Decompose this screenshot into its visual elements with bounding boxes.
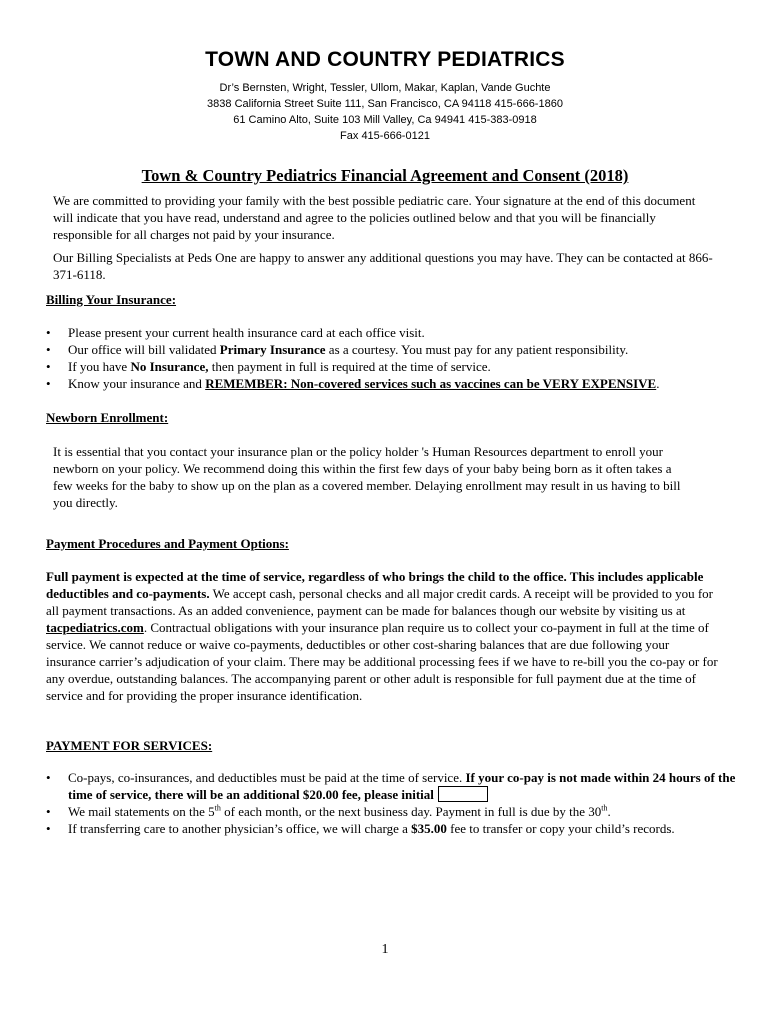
payment-procedures-paragraph: Full payment is expected at the time of service, regardless of who brings the child to the office. This includes applicable deductibles and co-payments. We accept cash, personal checks and all major credit cards. A receipt will be provided to you for all payment transactions. As an added convenience, payment can be made for balances though our website by visiting us at tacpediatrics.com. Contractual obligations with your insurance plan require us to collect your co-payment in full at the time of service. We cannot reduce or waive co-payments, deductibles or other cost-sharing balances that are due following your insurance carrier’s adjudication of your claim. There may be additional processing fees if we have to re-bill you the co-pay or for any overdue, outstanding balances. The accompanying parent or other adult is responsible for full payment due at the time of service and for providing the proper insurance identification. [46,569,718,703]
billing-contact-paragraph: Our Billing Specialists at Peds One are happy to answer any additional questions you may have. They can be contacted at 866-371-6118. [53,250,713,282]
billing-list [46,324,746,392]
billing-heading: Billing Your Insurance: [46,292,177,307]
list-item: • If you have No Insurance, then payment in full is required at the time of service. [46,358,746,375]
payment-services-list [46,769,741,837]
newborn-paragraph: It is essential that you contact your insurance plan or the policy holder 's Human Resources department to enroll your newborn on your policy. We recommend doing this within the first few days of your baby being born as it often takes a few weeks for the baby to show up on the plan as a covered member. Delaying enrollment may result in us having to bill you directly. [53,444,681,510]
address-mill-valley: 61 Camino Alto, Suite 103 Mill Valley, Ca 94941 415-383-0918 [233,114,537,126]
address-san-francisco: 3838 California Street Suite 111, San Francisco, CA 94118 415-666-1860 [207,98,563,110]
list-item: • Know your insurance and REMEMBER: Non-covered services such as vaccines can be VERY EXPENSIVE. [46,375,746,392]
page-number: 1 [381,942,389,957]
intro-paragraph: We are committed to providing your family with the best possible pediatric care. Your signature at the end of this document will indicate that you have read, understand and agree to the policies outlined below and that you will be financially responsible for all charges not paid by your insurance. [53,193,696,242]
letterhead [0,48,770,144]
fax-line: Fax 415-666-0121 [340,130,430,142]
list-item: • Please present your current health insurance card at each office visit. [46,324,746,341]
payment-services-heading: PAYMENT FOR SERVICES: [46,738,213,753]
list-item: • Co-pays, co-insurances, and deductibles must be paid at the time of service. If your co-pay is not made within 24 hours of the time of service, there will be an additional $20.00 fee, please initial [46,769,741,803]
website-link[interactable]: tacpediatrics.com [46,620,144,635]
list-item: • Our office will bill validated Primary Insurance as a courtesy. You must pay for any patient responsibility. [46,341,746,358]
list-item: • We mail statements on the 5th of each month, or the next business day. Payment in full is due by the 30th. [46,803,741,820]
list-item: • If transferring care to another physician’s office, we will charge a $35.00 fee to transfer or copy your child’s records. [46,820,741,837]
doctors-line: Dr’s Bernsten, Wright, Tessler, Ullom, Makar, Kaplan, Vande Guchte [219,82,551,94]
payment-procedures-heading: Payment Procedures and Payment Options: [46,536,289,551]
org-name: TOWN AND COUNTRY PEDIATRICS [205,48,565,71]
document-title: Town & Country Pediatrics Financial Agreement and Consent (2018) [141,166,629,185]
initial-field[interactable] [438,786,488,802]
newborn-heading: Newborn Enrollment: [46,410,169,425]
